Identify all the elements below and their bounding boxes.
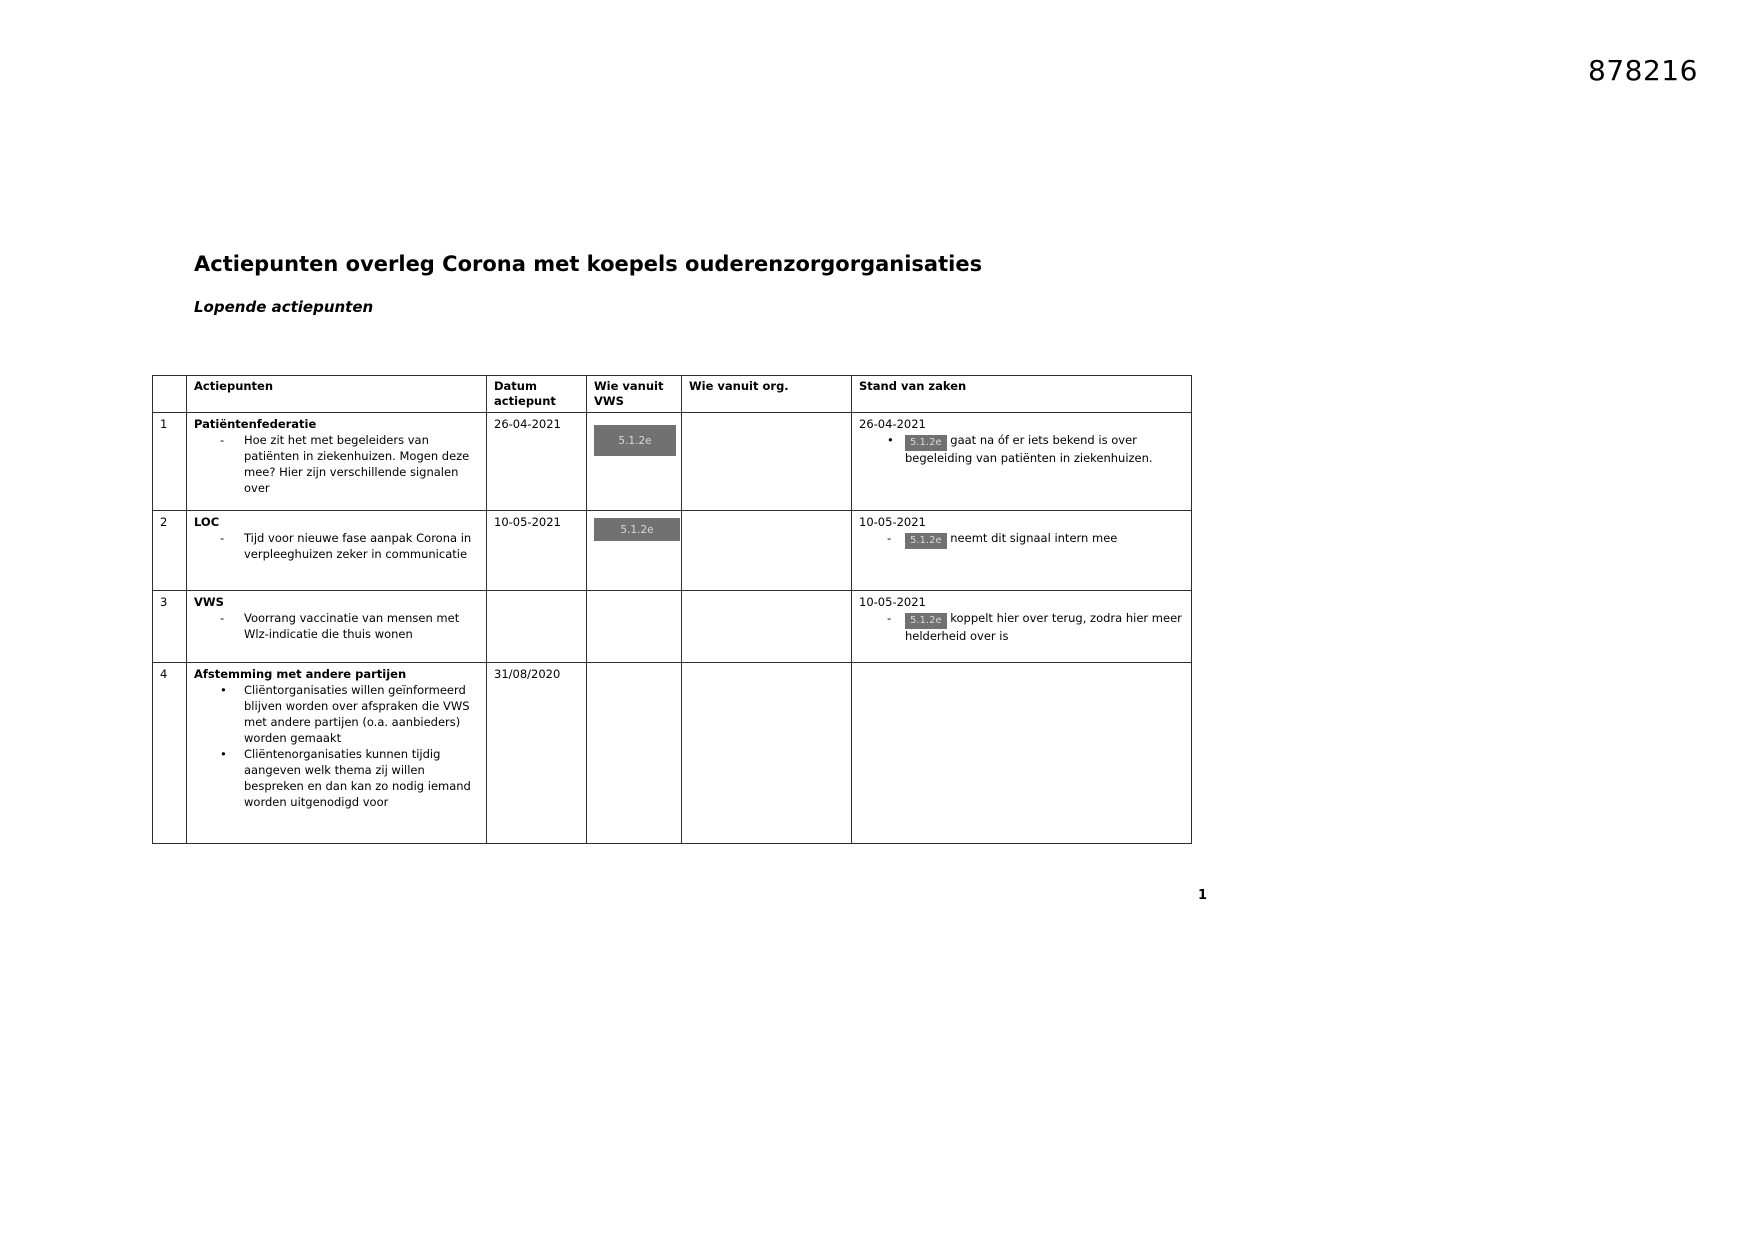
table-row bbox=[153, 511, 1192, 591]
stand-text: koppelt hier over terug, zodra hier meer helderheid over is bbox=[905, 611, 1182, 643]
datum-cell: 10-05-2021 bbox=[487, 511, 587, 591]
list-marker: - bbox=[887, 531, 892, 545]
wie-org-cell bbox=[682, 511, 852, 591]
actiepunt-topic: Patiëntenfederatie bbox=[194, 417, 317, 431]
stand-cell bbox=[852, 511, 1192, 591]
header-wie-vws: Wie vanuit VWS bbox=[587, 376, 682, 413]
page-title: Actiepunten overleg Corona met koepels ouderenzorgorganisaties bbox=[194, 252, 983, 276]
row-number: 3 bbox=[153, 591, 187, 663]
header-actiepunten: Actiepunten bbox=[187, 376, 487, 413]
list-text: Tijd voor nieuwe fase aanpak Corona in verpleeghuizen zeker in communicatie bbox=[244, 531, 472, 561]
wie-org-cell bbox=[682, 413, 852, 511]
list-text: Hoe zit het met begeleiders van patiënten in ziekenhuizen. Mogen deze mee? Hier zijn verschillende signalen over bbox=[244, 433, 470, 495]
table-row bbox=[153, 591, 1192, 663]
wie-vws-cell bbox=[587, 511, 682, 591]
list-text: Cliëntenorganisaties kunnen tijdig aangeven welk thema zij willen bespreken en dan kan zo nodig iemand worden uitgenodigd voor bbox=[244, 747, 471, 809]
wie-org-cell bbox=[682, 591, 852, 663]
list-marker: - bbox=[887, 611, 892, 625]
list-item bbox=[194, 746, 480, 810]
list-item bbox=[194, 432, 480, 496]
list-marker: • bbox=[887, 433, 894, 447]
header-stand: Stand van zaken bbox=[852, 376, 1192, 413]
wie-vws-cell bbox=[587, 413, 682, 511]
actiepunt-cell bbox=[187, 663, 487, 844]
actiepunt-topic: Afstemming met andere partijen bbox=[194, 667, 407, 681]
actiepunten-table bbox=[152, 375, 1192, 844]
redaction-chip: 5.1.2e bbox=[905, 533, 947, 549]
stand-date: 10-05-2021 bbox=[859, 595, 926, 609]
list-marker: - bbox=[220, 433, 225, 447]
list-marker: - bbox=[220, 531, 225, 545]
page-number: 1 bbox=[1198, 888, 1208, 903]
list-item bbox=[859, 530, 1185, 548]
document-number: 878216 bbox=[1588, 54, 1698, 87]
row-number: 2 bbox=[153, 511, 187, 591]
stand-cell bbox=[852, 413, 1192, 511]
header-num bbox=[153, 376, 187, 413]
redaction-chip: 5.1.2e bbox=[905, 435, 947, 451]
list-marker: • bbox=[220, 683, 227, 697]
wie-vws-cell bbox=[587, 663, 682, 844]
redaction-block: 5.1.2e bbox=[594, 425, 676, 456]
stand-cell bbox=[852, 663, 1192, 844]
stand-date: 10-05-2021 bbox=[859, 515, 926, 529]
stand-text: gaat na óf er iets bekend is over begeleiding van patiënten in ziekenhuizen. bbox=[905, 433, 1153, 465]
list-text bbox=[905, 432, 1185, 466]
page-subtitle: Lopende actiepunten bbox=[194, 298, 374, 316]
header-datum: Datum actiepunt bbox=[487, 376, 587, 413]
list-item bbox=[194, 682, 480, 746]
datum-cell: 31/08/2020 bbox=[487, 663, 587, 844]
list-text bbox=[905, 610, 1185, 644]
row-number: 4 bbox=[153, 663, 187, 844]
table-row bbox=[153, 413, 1192, 511]
table-row bbox=[153, 663, 1192, 844]
actiepunt-topic: VWS bbox=[194, 595, 224, 609]
redaction-chip: 5.1.2e bbox=[905, 613, 947, 629]
actiepunt-cell bbox=[187, 591, 487, 663]
stand-text: neemt dit signaal intern mee bbox=[950, 531, 1118, 545]
list-text: Cliëntorganisaties willen geïnformeerd blijven worden over afspraken die VWS met andere partijen (o.a. aanbieders) worden gemaakt bbox=[244, 683, 470, 745]
list-item bbox=[194, 610, 480, 642]
list-marker: - bbox=[220, 611, 225, 625]
actiepunt-cell bbox=[187, 413, 487, 511]
list-text bbox=[905, 530, 1185, 548]
stand-date: 26-04-2021 bbox=[859, 417, 926, 431]
wie-org-cell bbox=[682, 663, 852, 844]
list-item bbox=[194, 530, 480, 562]
list-item bbox=[859, 432, 1185, 466]
list-marker: • bbox=[220, 747, 227, 761]
table-header-row bbox=[153, 376, 1192, 413]
actiepunt-cell bbox=[187, 511, 487, 591]
list-item bbox=[859, 610, 1185, 644]
row-number: 1 bbox=[153, 413, 187, 511]
datum-cell: 26-04-2021 bbox=[487, 413, 587, 511]
actiepunt-topic: LOC bbox=[194, 515, 220, 529]
redaction-block: 5.1.2e bbox=[594, 518, 680, 541]
list-text: Voorrang vaccinatie van mensen met Wlz-indicatie die thuis wonen bbox=[244, 611, 460, 641]
header-wie-org: Wie vanuit org. bbox=[682, 376, 852, 413]
stand-cell bbox=[852, 591, 1192, 663]
datum-cell bbox=[487, 591, 587, 663]
wie-vws-cell bbox=[587, 591, 682, 663]
